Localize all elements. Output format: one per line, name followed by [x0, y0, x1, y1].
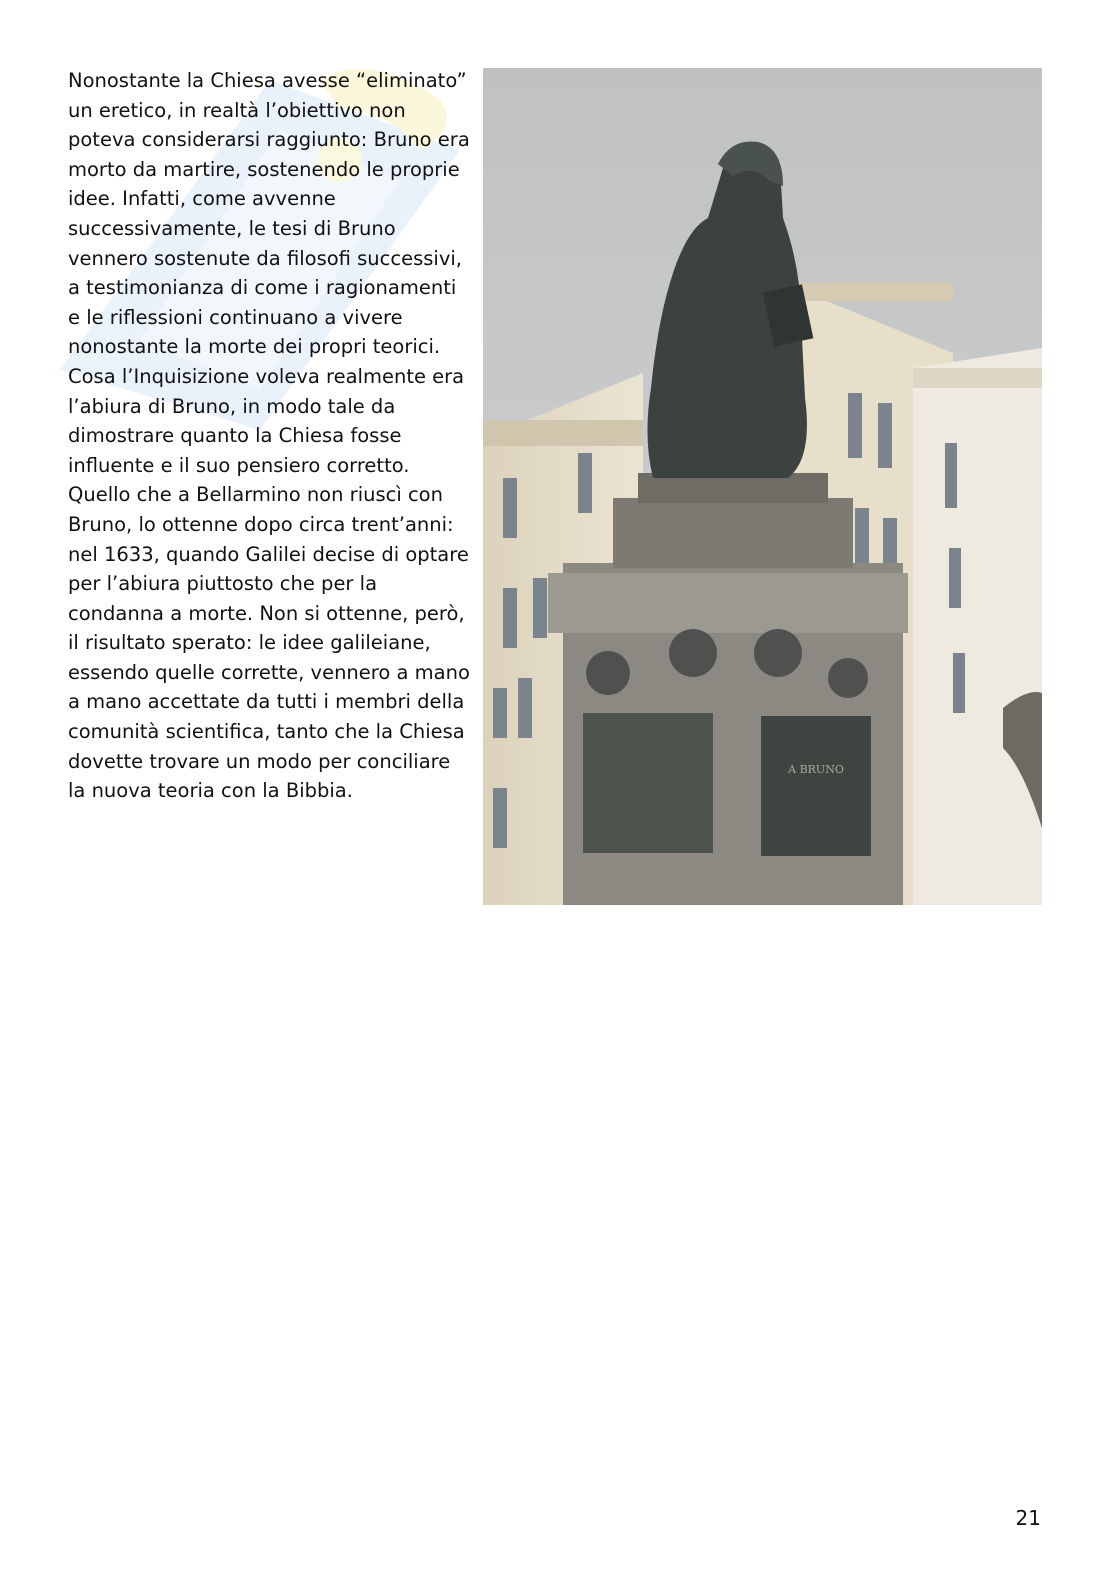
giordano-bruno-statue-photo	[483, 68, 1042, 905]
page-number: 21	[1015, 1506, 1041, 1530]
body-paragraph: Nonostante la Chiesa avesse “eliminato” un eretico, in realtà l’obiettivo non poteva considerarsi raggiunto: Bruno era morto da martire, sostenendo le proprie idee. Infatti, come avvenne successivamente, le tesi di Bruno vennero sostenute da filosofi successivi, a testimonianza di come i ragionamenti e le riflessioni continuano a vivere nonostante la morte dei propri teorici. Cosa l’Inquisizione voleva realmente era l’abiura di Bruno, in modo tale da dimostrare quanto la Chiesa fosse influente e il suo pensiero corretto. Quello che a Bellarmino non riuscì con Bruno, lo ottenne dopo circa trent’anni: nel 1633, quando Galilei decise di optare per l’abiura piuttosto che per la condanna a morte. Non si ottenne, però, il risultato sperato: le idee galileiane, essendo quelle corrette, vennero a mano a mano accettate da tutti i membri della comunità scientifica, tanto che la Chiesa dovette trovare un modo per conciliare la nuova teoria con la Bibbia.	[68, 69, 470, 803]
plaque-inscription: A BRUNO	[788, 763, 844, 776]
